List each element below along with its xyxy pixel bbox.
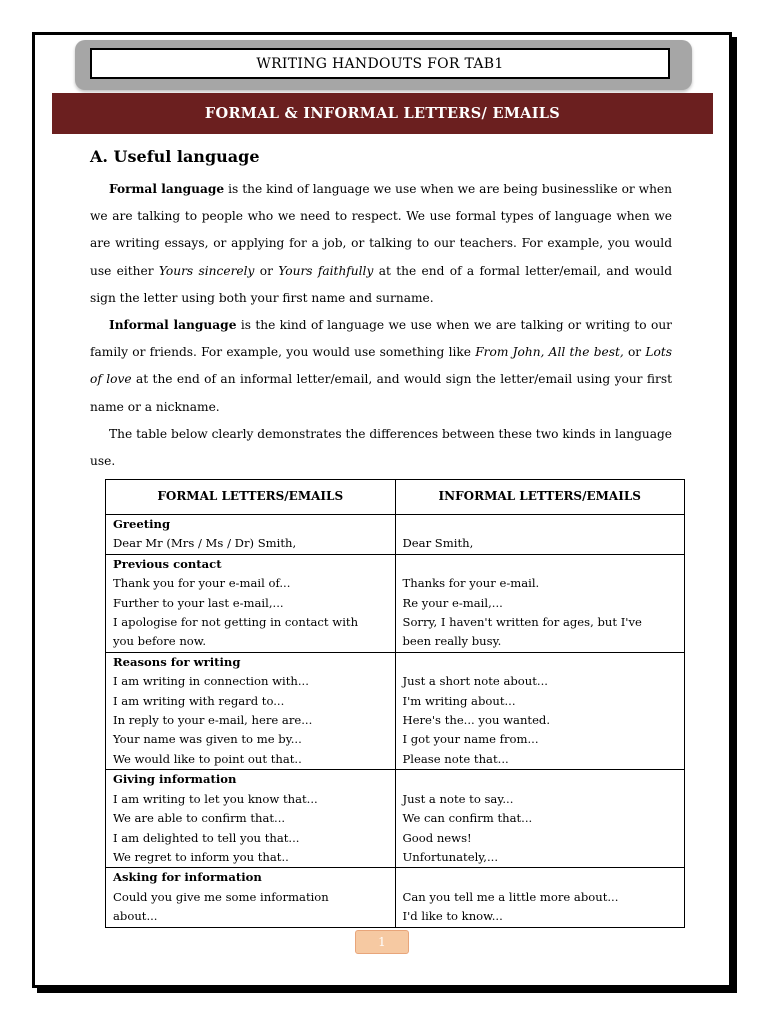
page-number xyxy=(355,930,409,954)
informal-phrase: We can confirm that... xyxy=(402,811,533,826)
informal-term: Informal language xyxy=(109,318,237,333)
table-intro-paragraph: The table below clearly demonstrates the differences between these two kinds in language use. xyxy=(90,426,672,469)
formal-phrase: We regret to inform you that.. xyxy=(113,849,289,864)
informal-phrase: Just a note to say... xyxy=(402,791,514,806)
table-row xyxy=(106,868,685,927)
informal-phrase: Here's the... you wanted. xyxy=(402,713,551,728)
formal-cell xyxy=(106,652,396,769)
section-title: Previous contact xyxy=(113,556,222,571)
section-heading: A. Useful language xyxy=(90,147,260,166)
formal-phrase: about... xyxy=(113,909,158,924)
section-title: Asking for information xyxy=(113,870,262,885)
formal-term: Formal language xyxy=(109,182,225,196)
informal-phrase: Unfortunately,... xyxy=(402,849,499,864)
informal-cell xyxy=(395,515,685,555)
comparison-table xyxy=(105,479,685,928)
handout-title: WRITING HANDOUTS FOR TAB1 xyxy=(256,55,504,72)
formal-phrase: In reply to your e-mail, here are... xyxy=(113,713,313,728)
formal-phrase: We would like to point out that.. xyxy=(113,751,302,766)
informal-phrase: Dear Smith, xyxy=(402,536,474,551)
section-title: Greeting xyxy=(113,517,171,531)
table-row xyxy=(106,770,685,868)
informal-phrase: Sorry, I haven't written for ages, but I've xyxy=(402,615,642,630)
formal-phrase: I am delighted to tell you that... xyxy=(113,830,300,845)
section-title: Reasons for writing xyxy=(113,654,241,669)
informal-text-3: at the end of an informal letter/email, and would sign the letter/email using your first name or a nickname. xyxy=(90,372,672,414)
topic-title: FORMAL & INFORMAL LETTERS/ EMAILS xyxy=(204,105,561,122)
informal-text-2: or xyxy=(623,345,646,360)
informal-phrase: I'd like to know... xyxy=(402,909,503,924)
formal-text-1: is the kind of language we use when we are being businesslike or when we are talking to people who we need to respect. We use formal types of language when we are writing essays, or applying for a job, or talking to our teachers. For example, you would use either xyxy=(90,182,672,278)
table-row xyxy=(106,652,685,769)
formal-cell xyxy=(106,868,396,927)
informal-phrase: been really busy. xyxy=(402,634,502,649)
formal-phrase: Thank you for your e-mail of... xyxy=(113,576,291,591)
formal-phrase: We are able to confirm that... xyxy=(113,811,286,826)
informal-phrase: Just a short note about... xyxy=(402,674,548,689)
formal-phrase: I apologise for not getting in contact with xyxy=(113,615,359,630)
formal-text-2: or xyxy=(254,263,279,278)
informal-phrase: Good news! xyxy=(402,830,472,845)
body-text xyxy=(90,176,672,475)
formal-phrase: Could you give me some information xyxy=(113,889,329,904)
informal-phrase: Re your e-mail,... xyxy=(402,595,503,610)
formal-phrase: Dear Mr (Mrs / Ms / Dr) Smith, xyxy=(113,536,297,551)
formal-example-2: Yours faithfully xyxy=(278,263,374,278)
formal-phrase: I am writing in connection with... xyxy=(113,674,309,689)
formal-cell xyxy=(106,770,396,868)
informal-cell xyxy=(395,868,685,927)
table-row xyxy=(106,515,685,555)
formal-paragraph xyxy=(90,176,672,312)
informal-example-1: From John, All the best, xyxy=(475,345,624,360)
informal-cell xyxy=(395,770,685,868)
formal-example-1: Yours sincerely xyxy=(158,263,255,278)
informal-cell xyxy=(395,554,685,652)
informal-paragraph xyxy=(90,312,672,421)
informal-text-1: is the kind of language we use when we are talking or writing to our family or friends. For example, you would use something like xyxy=(90,318,672,360)
informal-phrase: Please note that... xyxy=(402,751,509,766)
informal-phrase: I'm writing about... xyxy=(402,693,516,708)
informal-column-header: INFORMAL LETTERS/EMAILS xyxy=(395,480,685,515)
section-title: Giving information xyxy=(113,772,237,787)
formal-cell xyxy=(106,515,396,555)
table-body xyxy=(106,515,685,928)
handout-header xyxy=(90,48,670,79)
informal-phrase: I got your name from... xyxy=(402,732,539,747)
formal-phrase: I am writing with regard to... xyxy=(113,693,285,708)
informal-example-2: Lots of love xyxy=(90,345,672,387)
informal-phrase: Can you tell me a little more about... xyxy=(402,889,619,904)
topic-banner xyxy=(52,93,713,134)
table-header-row xyxy=(106,480,685,515)
informal-phrase: Thanks for your e-mail. xyxy=(402,576,540,591)
table-row xyxy=(106,554,685,652)
page-number-label: 1 xyxy=(378,935,386,949)
formal-phrase: Further to your last e-mail,... xyxy=(113,595,284,610)
formal-phrase: Your name was given to me by... xyxy=(113,732,302,747)
formal-column-header: FORMAL LETTERS/EMAILS xyxy=(106,480,396,515)
formal-phrase: I am writing to let you know that... xyxy=(113,791,318,806)
formal-text-3: at the end of a formal letter/email, and would sign the letter using both your first name and surname. xyxy=(90,263,672,305)
formal-cell xyxy=(106,554,396,652)
informal-cell xyxy=(395,652,685,769)
formal-phrase: you before now. xyxy=(113,634,207,649)
